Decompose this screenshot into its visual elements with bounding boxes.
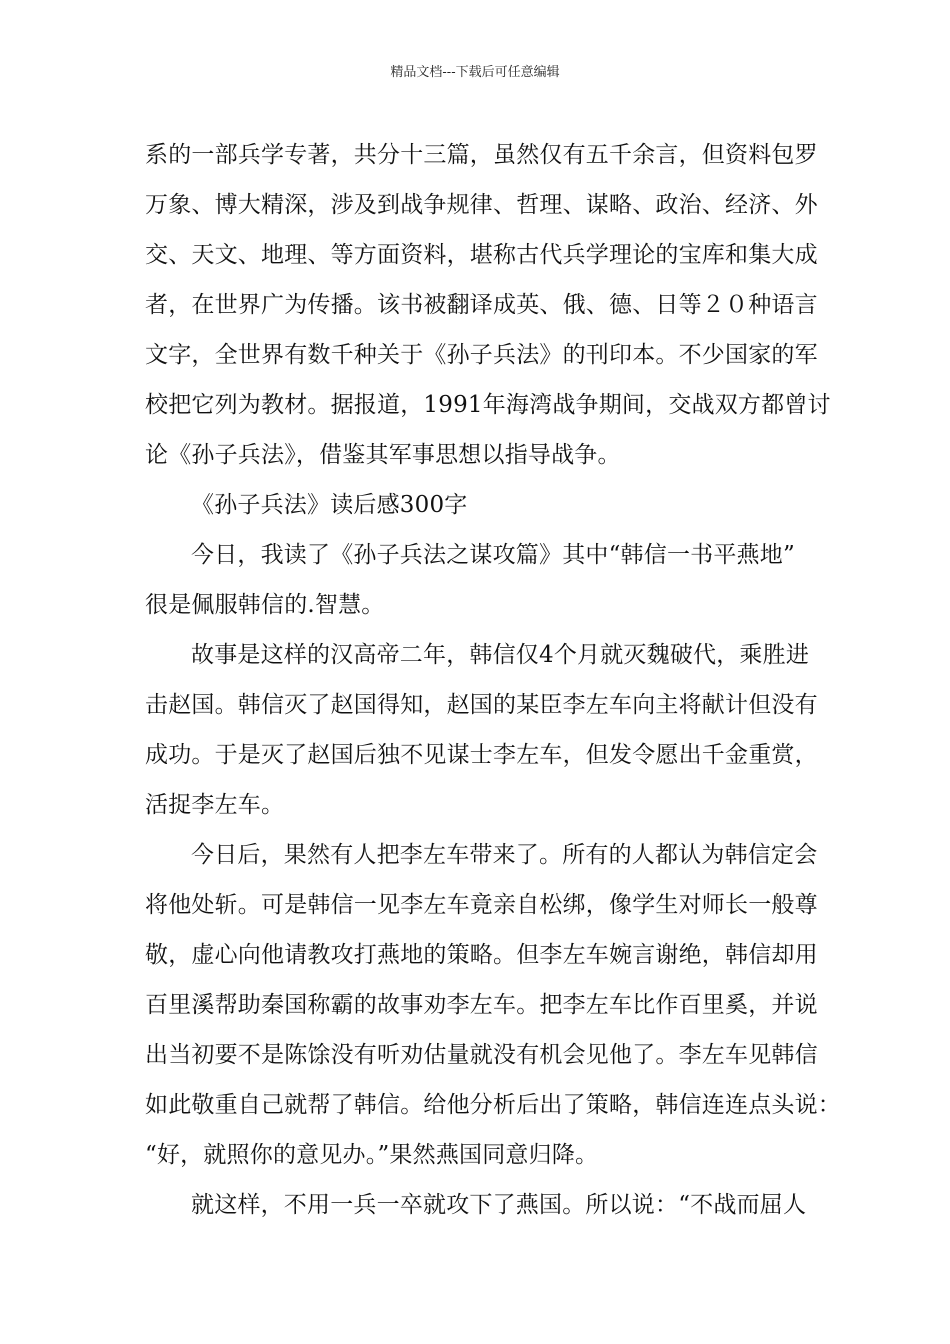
text-line: 今日，我读了《孙子兵法之谋攻篇》其中“韩信一书平燕地” <box>191 542 795 568</box>
text-line: 今日后，果然有人把李左车带来了。所有的人都认为韩信定会 <box>191 842 818 868</box>
text-line: “好，就照你的意见办。”果然燕国同意归降。 <box>145 1142 599 1168</box>
text-line: 万象、博大精深，涉及到战争规律、哲理、谋略、政治、经济、外 <box>145 192 818 218</box>
section-heading: 《孙子兵法》读后感300字 <box>191 492 468 518</box>
text-line: 很是佩服韩信的.智慧。 <box>145 592 385 618</box>
text-line: 故事是这样的汉高帝二年，韩信仅4个月就灭魏破代，乘胜进 <box>191 642 810 668</box>
text-line: 百里溪帮助秦国称霸的故事劝李左车。把李左车比作百里奚，并说 <box>145 992 818 1018</box>
text-line: 交、天文、地理、等方面资料，堪称古代兵学理论的宝库和集大成 <box>145 242 818 268</box>
text-line: 如此敬重自己就帮了韩信。给他分析后出了策略，韩信连连点头说： <box>145 1092 841 1118</box>
text-line: 系的一部兵学专著，共分十三篇，虽然仅有五千余言，但资料包罗 <box>145 142 818 168</box>
text-line: 论《孙子兵法》，借鉴其军事思想以指导战争。 <box>145 442 621 468</box>
text-line: 者，在世界广为传播。该书被翻译成英、俄、德、日等２０种语言 <box>145 292 818 318</box>
document-body <box>145 130 841 1230</box>
text-line: 将他处斩。可是韩信一见李左车竟亲自松绑，像学生对师长一般尊 <box>145 892 818 918</box>
text-line: 文字，全世界有数千种关于《孙子兵法》的刊印本。不少国家的军 <box>145 342 818 368</box>
text-line: 成功。于是灭了赵国后独不见谋士李左车，但发令愿出千金重赏， <box>145 742 818 768</box>
text-line: 出当初要不是陈馀没有听劝估量就没有机会见他了。李左车见韩信 <box>145 1042 818 1068</box>
text-line: 击赵国。韩信灭了赵国得知，赵国的某臣李左车向主将献计但没有 <box>145 692 818 718</box>
text-line: 敬，虚心向他请教攻打燕地的策略。但李左车婉言谢绝，韩信却用 <box>145 942 818 968</box>
page-header: 精品文档---下载后可任意编辑 <box>390 65 560 80</box>
text-line: 校把它列为教材。据报道，1991年海湾战争期间，交战双方都曾讨 <box>145 392 831 418</box>
text-line: 活捉李左车。 <box>145 792 285 818</box>
text-line: 就这样，不用一兵一卒就攻下了燕国。所以说：“不战而屈人 <box>191 1192 807 1218</box>
